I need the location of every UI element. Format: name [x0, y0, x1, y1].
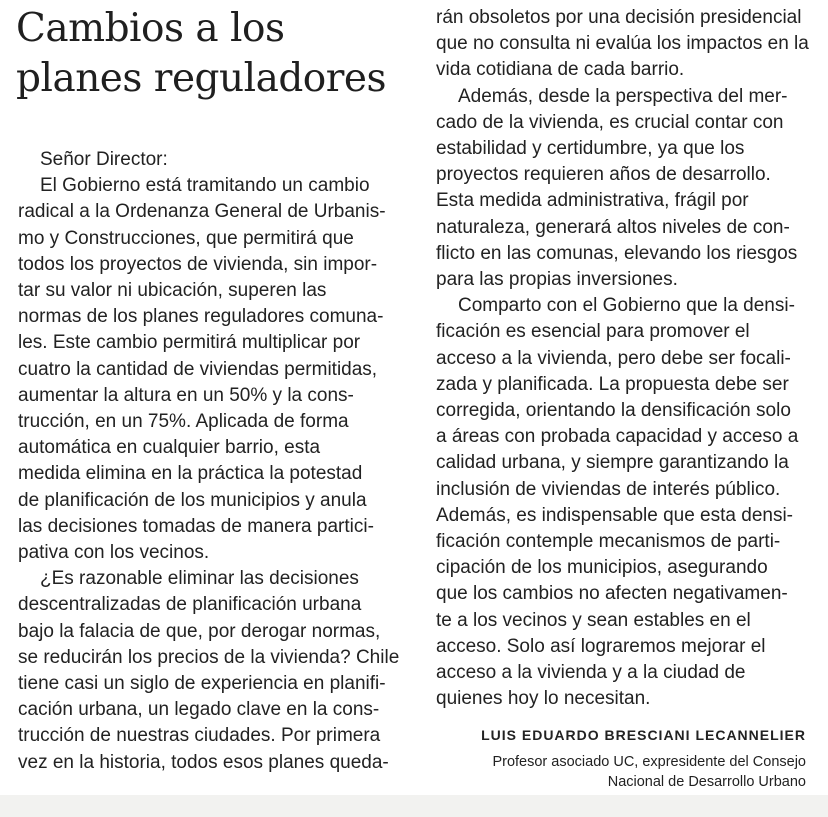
text-line: trucción de nuestras ciudades. Por primera [18, 725, 381, 747]
text-line: ficación es esencial para promover el [436, 321, 750, 343]
text-line: a áreas con probada capacidad y acceso a [436, 426, 799, 448]
text-line: que no consulta ni evalúa los impactos en la [436, 33, 809, 55]
text-line: automática en cualquier barrio, esta [18, 437, 321, 459]
text-line: Comparto con el Gobierno que la densi- [458, 295, 795, 317]
text-line: ficación contemple mecanismos de parti- [436, 531, 781, 553]
right-column [436, 5, 816, 712]
author-role-line: Profesor asociado UC, expresidente del Consejo [492, 754, 806, 770]
text-line: normas de los planes reguladores comuna- [18, 306, 384, 328]
text-line: El Gobierno está tramitando un cambio [40, 175, 370, 197]
text-line: las decisiones tomadas de manera partici- [18, 515, 374, 537]
text-line: medida elimina en la práctica la potestad [18, 463, 363, 485]
text-line: bajo la falacia de que, por derogar normas, [18, 620, 381, 642]
author-signature: LUIS EDUARDO BRESCIANI LECANNELIER [481, 727, 806, 743]
text-line: vida cotidiana de cada barrio. [436, 59, 685, 81]
text-line: les. Este cambio permitirá multiplicar por [18, 332, 361, 354]
text-line: cuatro la cantidad de viviendas permitidas, [18, 358, 378, 380]
text-line: tiene casi un siglo de experiencia en planifi- [18, 673, 386, 695]
text-line: te a los vecinos y sean estables en el [436, 609, 751, 631]
text-line: cipación de los municipios, asegurando [436, 557, 768, 579]
text-line: rán obsoletos por una decisión presidencial [436, 7, 802, 28]
left-column [18, 147, 404, 776]
text-line: corregida, orientando la densificación solo [436, 400, 791, 422]
text-line: ¿Es razonable eliminar las decisiones [40, 568, 359, 590]
text-line: proyectos requieren años de desarrollo. [436, 164, 771, 186]
text-line: calidad urbana, y siempre garantizando la [436, 452, 789, 474]
text-line: quienes hoy lo necesitan. [436, 688, 651, 710]
text-line: se reducirán los precios de la vivienda? Chile [18, 646, 400, 668]
article-title [16, 4, 396, 104]
text-line: inclusión de viviendas de interés público. [436, 478, 781, 500]
text-line: radical a la Ordenanza General de Urbanis- [18, 201, 386, 223]
title-line: Cambios a los [16, 6, 285, 51]
text-line: tar su valor ni ubicación, superen las [18, 280, 327, 302]
text-line: Esta medida administrativa, frágil por [436, 190, 749, 212]
text-line: cación urbana, un legado clave en la cons- [18, 699, 380, 721]
text-line: que los cambios no afecten negativamen- [436, 583, 788, 605]
text-line: aumentar la altura en un 50% y la cons- [18, 384, 354, 406]
text-line: Además, es indispensable que esta densi- [436, 504, 794, 526]
text-line: de planificación de los municipios y anula [18, 489, 367, 511]
text-line: acceso a la vivienda, pero debe ser focali- [436, 347, 791, 369]
text-line: para las propias inversiones. [436, 269, 678, 291]
text-line: cado de la vivienda, es crucial contar con [436, 111, 784, 133]
text-line: naturaleza, generará altos niveles de con- [436, 216, 790, 238]
text-line: todos los proyectos de vivienda, sin impor- [18, 253, 378, 275]
author-role-line: Nacional de Desarrollo Urbano [607, 774, 806, 790]
text-line: acceso. Solo así lograremos mejorar el [436, 635, 766, 657]
text-line: vez en la historia, todos esos planes queda- [18, 751, 389, 773]
text-line: acceso a la vivienda y a la ciudad de [436, 662, 746, 684]
text-line: flicto en las comunas, elevando los riesgos [436, 242, 798, 264]
text-line: trucción, en un 75%. Aplicada de forma [18, 411, 349, 433]
text-line: estabilidad y certidumbre, ya que los [436, 138, 745, 160]
title-line: planes reguladores [16, 56, 387, 101]
text-line: Señor Director: [40, 149, 168, 170]
author-role [492, 752, 806, 792]
text-line: mo y Construcciones, que permitirá que [18, 227, 354, 249]
text-line: pativa con los vecinos. [18, 542, 210, 564]
text-line: descentralizadas de planificación urbana [18, 594, 362, 616]
text-line: zada y planificada. La propuesta debe ser [436, 373, 789, 395]
text-line: Además, desde la perspectiva del mer- [458, 85, 788, 107]
